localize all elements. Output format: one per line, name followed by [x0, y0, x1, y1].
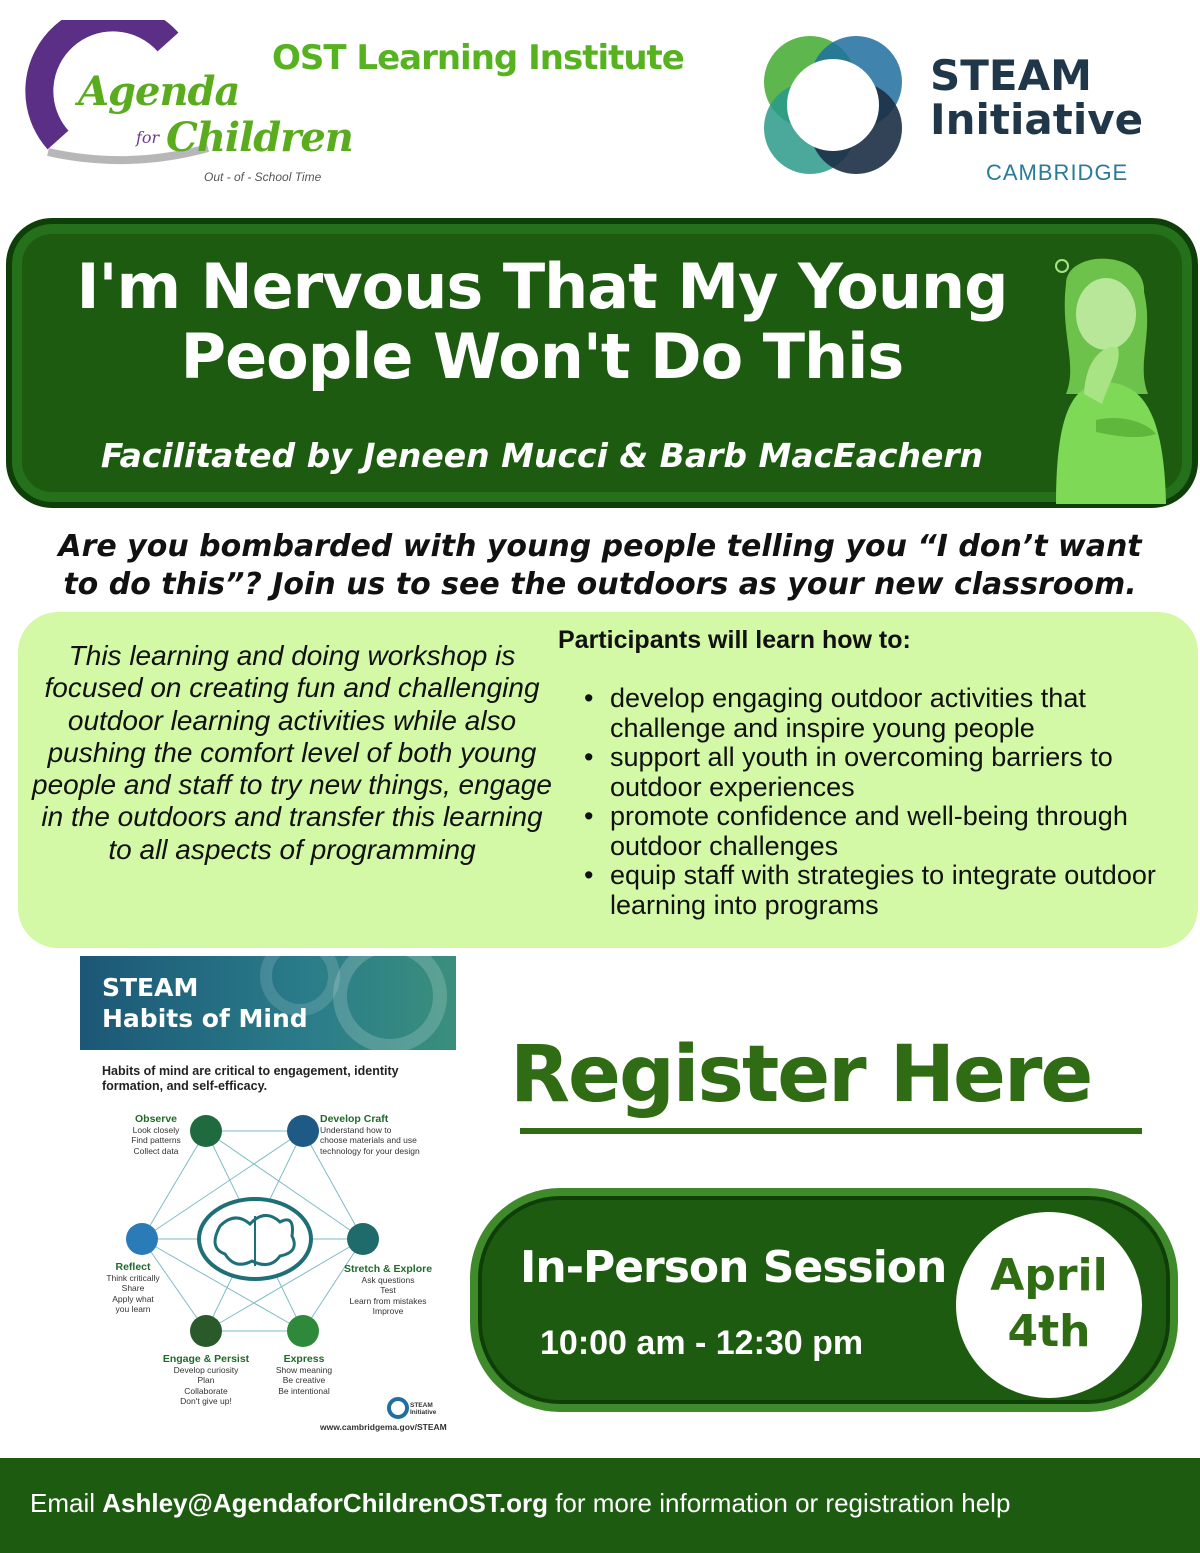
logo-word-agenda: Agenda [78, 68, 240, 115]
footer-suffix: for more information or registration help [547, 1488, 1011, 1518]
session-title: In-Person Session [520, 1242, 947, 1293]
register-underline [520, 1128, 1142, 1134]
workshop-title-line2: People Won't Do This [180, 320, 904, 393]
learn-item: • equip staff with strategies to integrate outdoor learning into programs [580, 861, 1190, 920]
footer-contact [30, 1488, 1010, 1519]
habits-url: www.cambridgema.gov/STEAM [320, 1422, 447, 1432]
workshop-info-box [18, 612, 1198, 948]
learn-item: • support all youth in overcoming barriers to outdoor experiences [580, 743, 1190, 802]
contact-email-link[interactable]: Ashley@AgendaforChildrenOST.org [102, 1488, 548, 1518]
register-here-link[interactable]: Register Here [510, 1030, 1092, 1120]
footer-bar [0, 1458, 1200, 1553]
workshop-title-line1: I'm Nervous That My Young [76, 250, 1008, 323]
steam-mini-logo-icon [389, 1399, 407, 1417]
steam-rings-icon [748, 20, 918, 190]
habit-develop-craft: Develop Craft Understand how to choose materials and use technology for your design [320, 1113, 420, 1156]
intro-line1: Are you bombarded with young people telling you “I don’t want [58, 529, 1142, 564]
footer-prefix: Email [30, 1488, 103, 1518]
stretch-explore-icon [347, 1223, 379, 1255]
habit-express: Express Show meaning Be creative Be intentional [275, 1353, 333, 1396]
workshop-description: This learning and doing workshop is focused on creating fun and challenging outdoor learning activities while also pushing the comfort level of both young people and staff to try new things, engage in the outdoors and transfer this learning to all aspects of programming [32, 640, 552, 865]
habit-reflect: Reflect Think critically Share Apply what you learn [106, 1261, 160, 1314]
engage-persist-icon [190, 1315, 222, 1347]
steam-logo-line2: Initiative [930, 95, 1144, 144]
session-date [956, 1248, 1142, 1360]
learn-list [580, 684, 1190, 920]
reflect-icon [126, 1223, 158, 1255]
habit-stretch-explore: Stretch & Explore Ask questions Test Learn from mistakes Improve [343, 1263, 433, 1316]
habits-title-line1: STEAM [102, 973, 199, 1002]
nervous-person-illustration-icon [1026, 244, 1186, 504]
steam-initiative-logo-text [930, 51, 1144, 144]
title-banner [6, 218, 1198, 508]
session-box [470, 1188, 1178, 1412]
intro-question [30, 528, 1170, 604]
brain-icon [199, 1199, 311, 1279]
logo-word-children: Children [166, 114, 353, 161]
session-date-day: 4th [1007, 1306, 1091, 1357]
habit-observe: Observe Look closely Find patterns Collect data [131, 1113, 181, 1156]
steam-habits-of-mind-card [80, 956, 458, 1436]
steam-logo-line1: STEAM [930, 51, 1092, 100]
learn-item: • develop engaging outdoor activities that challenge and inspire young people [580, 684, 1190, 743]
habit-engage-persist: Engage & Persist Develop curiosity Plan Collaborate Don't give up! [162, 1353, 250, 1406]
habits-description: Habits of mind are critical to engagement, identity formation, and self-efficacy. [102, 1064, 399, 1093]
logo-tagline: Out - of - School Time [204, 170, 322, 184]
session-date-month: April [990, 1250, 1108, 1301]
habits-title-line2: Habits of Mind [102, 1004, 308, 1033]
session-time: 10:00 am - 12:30 pm [540, 1324, 864, 1362]
steam-logo-city: CAMBRIDGE [986, 160, 1129, 185]
develop-craft-icon [287, 1115, 319, 1147]
session-date-badge [956, 1212, 1142, 1398]
logo-word-for: for [136, 128, 160, 147]
workshop-title [52, 252, 1032, 392]
facilitators: Facilitated by Jeneen Mucci & Barb MacEachern [100, 436, 984, 475]
learn-heading: Participants will learn how to: [558, 626, 911, 654]
habits-mini-logo-text: STEAM Initiative [410, 1402, 437, 1416]
institute-title: OST Learning Institute [272, 38, 684, 78]
learn-item: • promote confidence and well-being through outdoor challenges [580, 802, 1190, 861]
intro-line2: to do this”? Join us to see the outdoors as your new classroom. [63, 567, 1137, 602]
express-icon [287, 1315, 319, 1347]
